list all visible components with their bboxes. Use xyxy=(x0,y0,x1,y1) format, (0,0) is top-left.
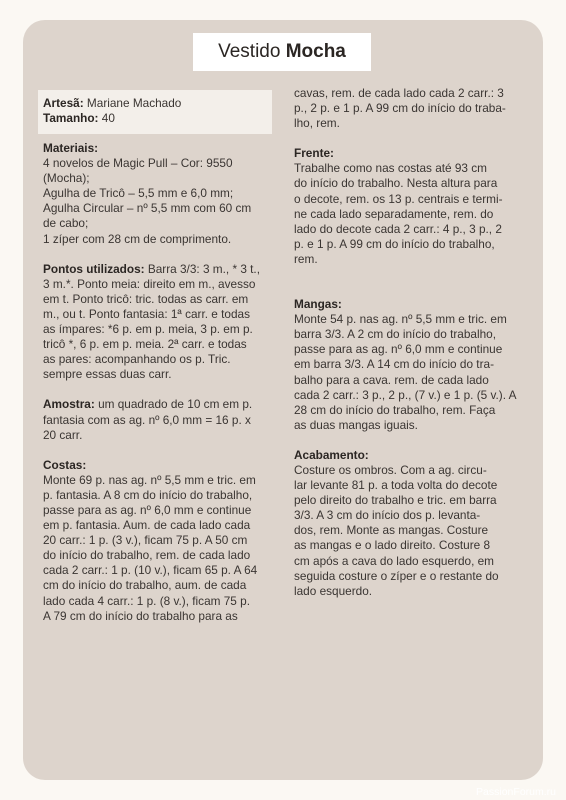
text-line: lado cada 4 carr.: 1 p. (8 v.), ficam 75 p. xyxy=(43,593,250,608)
materiais-body xyxy=(43,156,279,247)
text-line: 3 m.*. Ponto meia: direito em m., avesso xyxy=(43,276,256,291)
tamanho-label: Tamanho: xyxy=(43,111,99,125)
costas-heading: Costas: xyxy=(43,457,87,472)
pontos-first-line: Barra 3/3: 3 m., * 3 t., xyxy=(144,261,260,276)
text-line: do início do trabalho. Nesta altura para xyxy=(294,176,498,191)
text-line: 3/3. A 3 cm do início dos p. levanta- xyxy=(294,508,481,523)
tamanho-value: 40 xyxy=(98,111,115,125)
text-line: as ímpares: *6 p. em p. meia, 3 p. em p. xyxy=(43,322,253,337)
text-line: 28 cm do início do trabalho, rem. Faça xyxy=(294,402,496,417)
text-line: p., 2 p. e 1 p. A 99 cm do início do trabа- xyxy=(294,101,506,116)
text-line: 4 novelos de Magic Pull – Cor: 9550 xyxy=(43,156,233,171)
title-bold: Mocha xyxy=(285,41,346,62)
text-line: Trabalhe como nas costas até 93 cm xyxy=(294,161,487,176)
frente-body xyxy=(294,161,530,267)
text-line: lho, rem. xyxy=(294,116,340,131)
text-line: cada 2 carr.: 1 p. (10 v.), ficam 65 p. A 64 xyxy=(43,563,258,578)
text-line: do início do trabalho, rem. de cada lado xyxy=(43,548,251,563)
text-line: cm após a cava do lado esquerdo, em xyxy=(294,553,495,568)
text-line: de cabo; xyxy=(43,216,89,231)
text-line: A 79 cm do início do trabalho para as xyxy=(43,608,238,623)
artesa-label: Artesã: xyxy=(43,96,84,110)
amostra-first-line: um quadrado de 10 cm em p. xyxy=(94,397,253,412)
amostra-heading: Amostra: xyxy=(43,397,95,412)
text-line: lar levante 81 p. a toda volta do decote xyxy=(294,478,498,493)
text-line: balho para a cava. rem. de cada lado xyxy=(294,372,489,387)
text-line: dos, rem. Monte as mangas. Costure xyxy=(294,523,489,538)
watermark: PassionForum.ru xyxy=(476,786,556,798)
text-line: ne cada lado separadamente, rem. do xyxy=(294,206,494,221)
text-line: as mangas e o lado direito. Costure 8 xyxy=(294,538,491,553)
text-line: o decote, rem. os 13 p. centrais e termi- xyxy=(294,191,503,206)
text-line: 20 carr.: 1 p. (3 v.), ficam 75 p. A 50 cm xyxy=(43,533,248,548)
text-line: rem. xyxy=(294,251,318,266)
costas-continued xyxy=(294,86,530,131)
text-line: (Mocha); xyxy=(43,171,90,186)
text-line: passe para as ag. nº 6,0 mm e continue xyxy=(43,502,252,517)
text-line: sempre essas duas carr. xyxy=(43,367,172,382)
text-line: p. fantasia. A 8 cm do início do trabalho, xyxy=(43,487,253,502)
pontos-heading: Pontos utilizados: xyxy=(43,261,145,276)
acabamento-heading: Acabamento: xyxy=(294,447,369,462)
left-column xyxy=(43,141,279,624)
text-line: Agulha Circular – nº 5,5 mm com 60 cm xyxy=(43,201,252,216)
text-line: p. e 1 p. A 99 cm do início do trabalho, xyxy=(294,236,495,251)
artesa-value: Mariane Machado xyxy=(83,96,182,110)
title-regular: Vestido xyxy=(218,41,286,62)
page-title xyxy=(193,33,371,71)
pontos-body xyxy=(43,277,279,383)
text-line: as pares: acompanhando os p. Tric. xyxy=(43,352,231,367)
text-line: passe para as ag. nº 6,0 mm e continue xyxy=(294,342,503,357)
materiais-heading: Materiais: xyxy=(43,141,99,155)
text-line: tricô *, 6 p. em p. meia. 2ª carr. e todas xyxy=(43,337,247,352)
text-line: 1 zíper com 28 cm de comprimento. xyxy=(43,231,232,246)
mangas-heading: Mangas: xyxy=(294,297,342,312)
amostra-body xyxy=(43,413,279,443)
acabamento-body xyxy=(294,463,530,599)
text-line: m., ou t. Ponto fantasia: 1ª carr. e todas xyxy=(43,306,250,321)
text-line: as duas mangas iguais. xyxy=(294,417,418,432)
text-line: Agulha de Tricô – 5,5 mm e 6,0 mm; xyxy=(43,186,234,201)
text-line: seguida costure o zíper e o restante do xyxy=(294,568,499,583)
text-line: cm do início do trabalho, aum. de cada xyxy=(43,578,247,593)
text-line: barra 3/3. A 2 cm do início do trabalho, xyxy=(294,327,496,342)
text-line: lado do decote cada 2 carr.: 4 p., 3 p., 2 xyxy=(294,221,502,236)
right-column xyxy=(294,86,530,599)
text-line: lado esquerdo. xyxy=(294,583,373,598)
text-line: pelo direito do trabalho e tric. em barra xyxy=(294,493,497,508)
text-line: Costure os ombros. Com a ag. circu- xyxy=(294,462,487,477)
text-line: cavas, rem. de cada lado cada 2 carr.: 3 xyxy=(294,86,504,100)
text-line: Monte 54 p. nas ag. nº 5,5 mm e tric. em xyxy=(294,312,507,327)
text-line: em t. Ponto tricô: tric. todas as carr. em xyxy=(43,291,249,306)
text-line: 20 carr. xyxy=(43,427,83,442)
info-box xyxy=(38,90,272,134)
text-line: cada 2 carr.: 3 p., 2 p., (7 v.) e 1 p. (5 v.). A xyxy=(294,387,517,402)
text-line: em barra 3/3. A 14 cm do início do tra- xyxy=(294,357,494,372)
mangas-body xyxy=(294,312,530,433)
text-line: fantasia com as ag. nº 6,0 mm = 16 p. x xyxy=(43,412,251,427)
text-line: em p. fantasia. Aum. de cada lado cada xyxy=(43,518,251,533)
text-line: Monte 69 p. nas ag. nº 5,5 mm e tric. em xyxy=(43,472,256,487)
frente-heading: Frente: xyxy=(294,146,334,161)
costas-body xyxy=(43,473,279,624)
